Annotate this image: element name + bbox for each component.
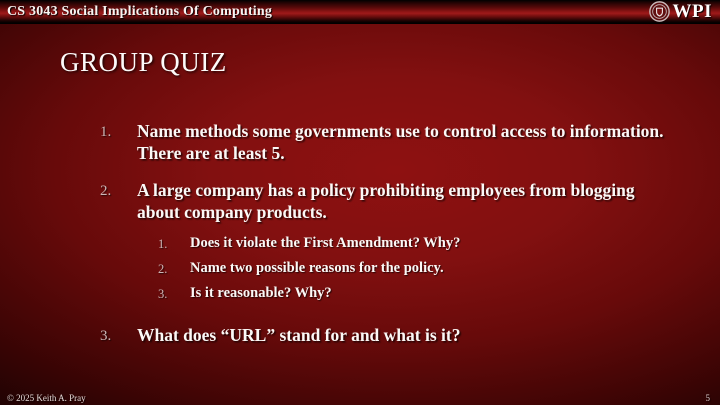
sub-list-item [158,234,666,253]
header-bar [0,0,720,24]
list-item [100,179,666,309]
list-item-number: 3. [100,328,112,344]
list-item-text: A large company has a policy prohibiting employees from blogging about company products. [137,180,635,222]
sub-item-number: 3. [158,287,168,301]
course-title: CS 3043 Social Implications Of Computing [7,4,273,19]
list-item-text: Name methods some governments use to control access to information. There are at least 5. [137,121,664,163]
wpi-logo-text: WPI [672,0,712,22]
list-item [100,324,666,347]
list-item [100,120,666,164]
slide-footer [0,392,720,404]
sub-list-item [158,284,666,303]
sub-item-text: Is it reasonable? Why? [190,285,332,301]
sub-item-number: 1. [158,237,168,251]
wpi-logo [649,1,720,23]
list-item-text: What does “URL” stand for and what is it? [137,325,461,345]
wpi-seal-icon [649,1,670,22]
slide-title: GROUP QUIZ [60,47,227,77]
list-item-number: 1. [100,124,112,140]
sub-item-number: 2. [158,262,168,276]
sub-item-text: Does it violate the First Amendment? Why? [190,235,461,251]
sub-list [118,234,666,309]
quiz-list [60,120,666,362]
copyright-text: © 2025 Keith A. Pray [7,393,86,403]
sub-list-item [158,259,666,278]
sub-item-text: Name two possible reasons for the policy. [190,260,444,276]
list-item-number: 2. [100,183,112,199]
page-number: 5 [705,393,710,403]
